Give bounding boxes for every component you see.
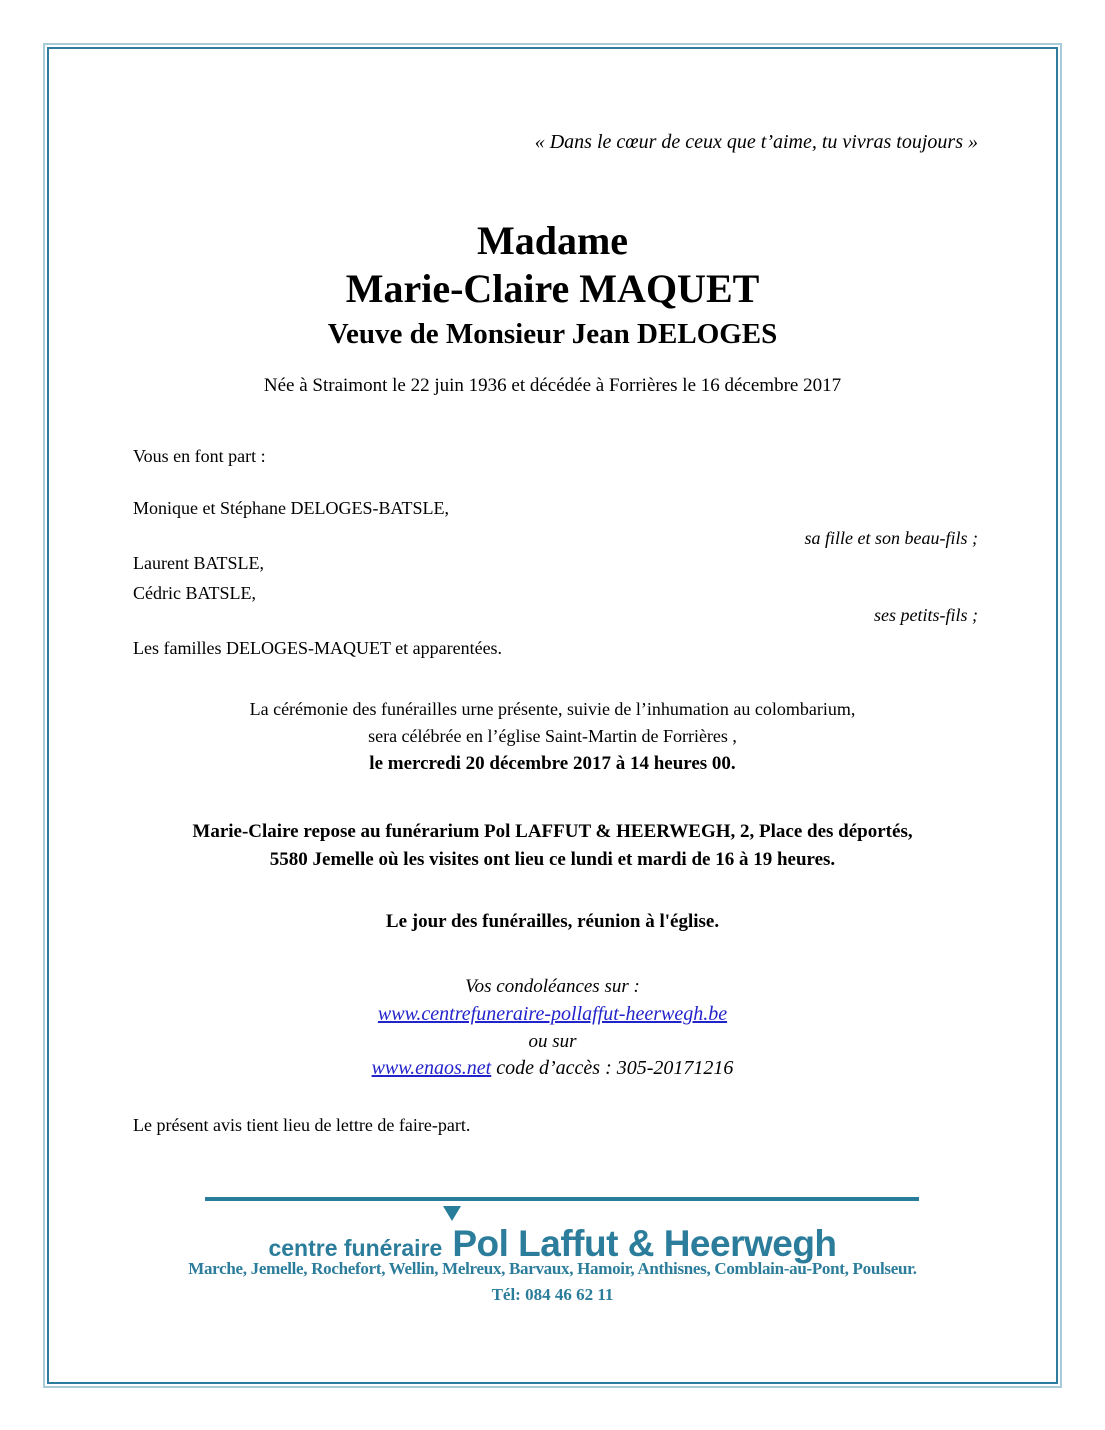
family-grandsons-relation: ses petits-fils ;: [874, 605, 978, 625]
death-notice-page: [43, 43, 1062, 1388]
condolences-separator: ou sur: [528, 1031, 577, 1052]
deceased-subtitle: Veuve de Monsieur Jean DELOGES: [327, 318, 778, 350]
ceremony-line-2: sera célébrée en l’église Saint-Martin de Forrières ,: [368, 726, 737, 746]
family-daughter-line: Monique et Stéphane DELOGES-BATSLE,: [133, 498, 449, 518]
enaos-website-link[interactable]: www.enaos.net: [371, 1057, 492, 1079]
condolences-website-link[interactable]: www.centrefuneraire-pollaffut-heerwegh.be: [377, 1003, 728, 1025]
visitation-line-1: Marie-Claire repose au funérarium Pol LAFFUT & HEERWEGH, 2, Place des déportés,: [192, 821, 913, 842]
condolences-intro: Vos condoléances sur :: [465, 976, 640, 997]
deceased-name: Marie-Claire MAQUET: [345, 266, 760, 311]
footer-phone: Tél: 084 46 62 11: [491, 1285, 614, 1304]
footer-divider-rule: [205, 1197, 919, 1201]
closing-notice: Le présent avis tient lieu de lettre de faire-part.: [133, 1115, 471, 1135]
birth-death-line: Née à Straimont le 22 juin 1936 et décédée à Forrières le 16 décembre 2017: [263, 375, 842, 396]
visitation-line-2: 5580 Jemelle où les visites ont lieu ce lundi et mardi de 16 à 19 heures.: [269, 849, 836, 870]
brand-prefix-text: centre funéraire: [268, 1235, 443, 1261]
condolences-link-2-row: [49, 1057, 1056, 1080]
footer-locations: Marche, Jemelle, Rochefort, Wellin, Melreux, Barvaux, Hamoir, Anthisnes, Comblain-au-Pont, Poulseur.: [188, 1259, 917, 1278]
deceased-title: Madame: [476, 218, 629, 263]
brand-name-text: Pol Laffut & Heerwegh: [452, 1223, 837, 1264]
logo-triangle-icon: [443, 1206, 461, 1221]
page-inner-border: [47, 47, 1058, 1384]
announcement-intro: Vous en font part :: [133, 446, 266, 466]
condolences-link-1-row: [49, 1003, 1056, 1026]
ceremony-date-line: le mercredi 20 décembre 2017 à 14 heures 00.: [369, 753, 736, 774]
family-grandson-1: Laurent BATSLE,: [133, 553, 264, 573]
family-families-line: Les familles DELOGES-MAQUET et apparentées.: [133, 638, 503, 658]
ceremony-line-1: La cérémonie des funérailles urne présente, suivie de l’inhumation au colombarium,: [249, 699, 856, 719]
access-code-text: code d’accès : 305-20171216: [496, 1057, 734, 1079]
family-daughter-relation: sa fille et son beau-fils ;: [804, 528, 978, 548]
funeral-day-line: Le jour des funérailles, réunion à l'église.: [385, 911, 720, 932]
family-grandson-2: Cédric BATSLE,: [133, 583, 256, 603]
memorial-quote: « Dans le cœur de ceux que t’aime, tu vivras toujours »: [534, 131, 978, 153]
